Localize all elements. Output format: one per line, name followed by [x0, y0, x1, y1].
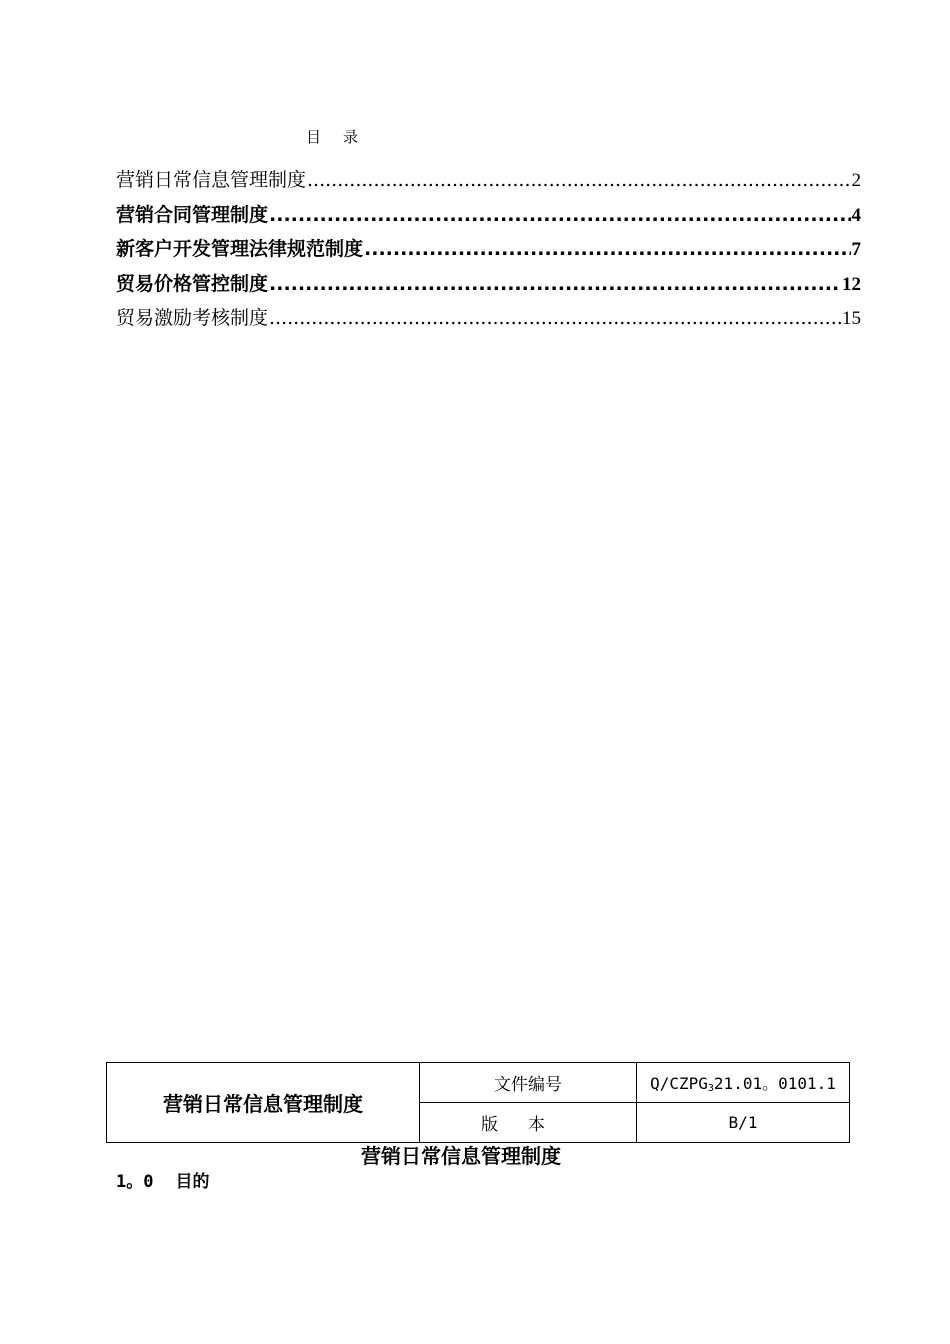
toc-entry-page: 2: [851, 170, 861, 191]
toc-leader-dots: [307, 169, 850, 191]
table-of-contents: [116, 165, 861, 338]
toc-entry[interactable]: [116, 200, 861, 235]
toc-entry-label: 贸易激励考核制度: [116, 307, 269, 329]
section-heading: [116, 1167, 209, 1192]
toc-entry-label: 营销合同管理制度: [116, 203, 269, 226]
toc-entry-page: 15: [842, 308, 861, 329]
toc-entry[interactable]: [116, 269, 861, 304]
toc-leader-dots: [269, 273, 841, 295]
toc-leader-dots: [364, 238, 850, 260]
file-number-label: 文件编号: [420, 1063, 637, 1103]
toc-entry-page: 12: [842, 273, 861, 295]
toc-entry-page: 7: [851, 239, 861, 260]
toc-leader-dots: [269, 307, 841, 329]
file-number-prefix: Q/CZPG: [650, 1074, 708, 1093]
version-label: 版本: [420, 1103, 637, 1143]
section-title: 营销日常信息管理制度: [361, 1144, 561, 1168]
toc-entry[interactable]: [116, 165, 861, 200]
toc-entry-page: 4: [851, 204, 861, 226]
file-number-suffix: 21.01。0101.1: [713, 1074, 836, 1093]
toc-heading: 目录: [306, 128, 381, 146]
file-number-subscript: 3: [707, 1083, 714, 1094]
toc-entry[interactable]: [116, 303, 861, 338]
toc-entry-label: 贸易价格管控制度: [116, 272, 269, 295]
file-number-value: [637, 1063, 850, 1103]
toc-entry-label: 新客户开发管理法律规范制度: [116, 238, 364, 260]
section-heading-text: 目的: [175, 1172, 210, 1192]
version-value: B/1: [637, 1103, 850, 1143]
toc-leader-dots: [269, 204, 850, 226]
doc-title-cell: 营销日常信息管理制度: [107, 1063, 420, 1143]
toc-entry[interactable]: [116, 234, 861, 269]
section-number: 1。0: [116, 1172, 154, 1192]
toc-entry-label: 营销日常信息管理制度: [116, 169, 307, 191]
document-header-table: [106, 1062, 850, 1143]
